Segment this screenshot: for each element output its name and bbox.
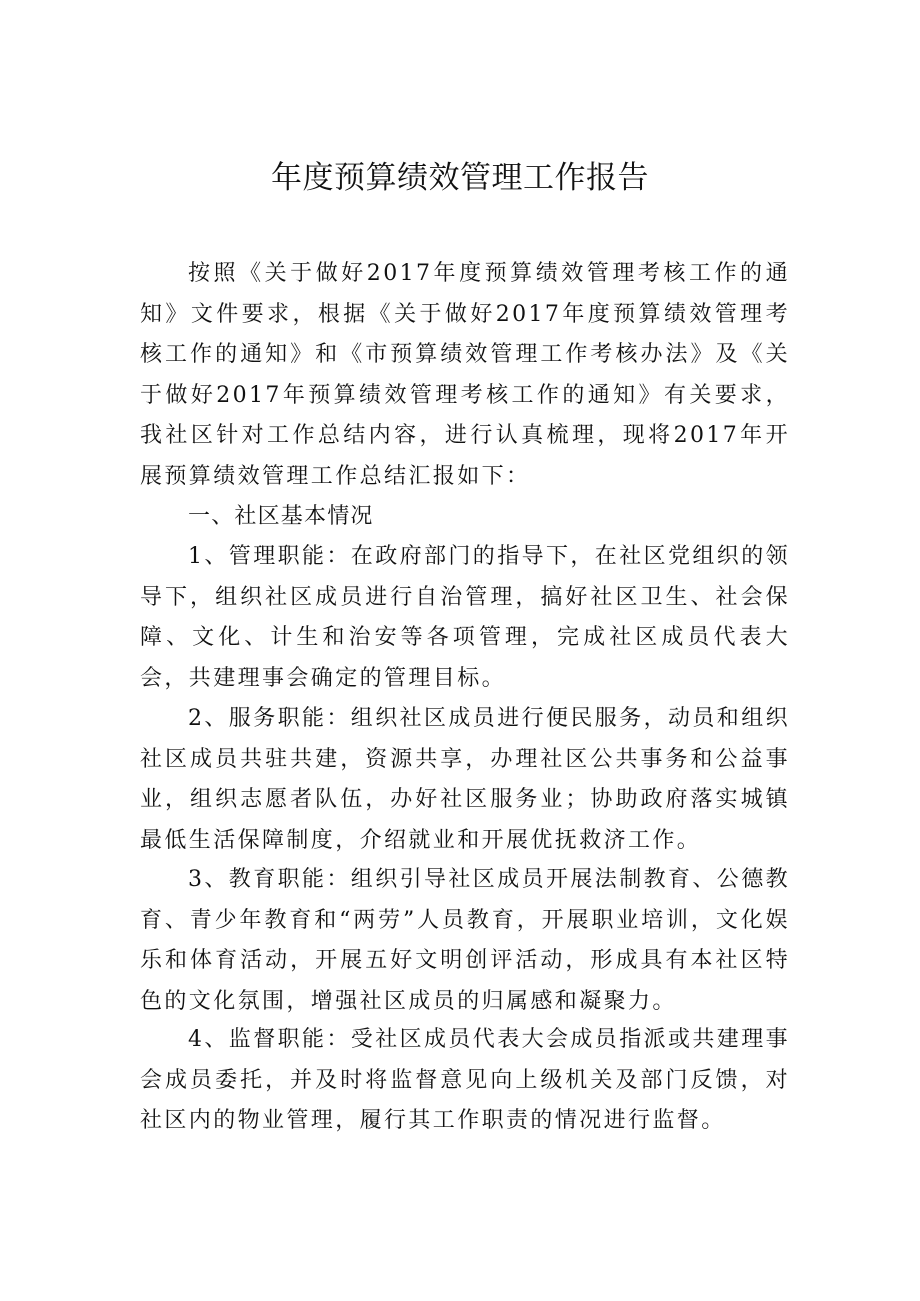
service-function-paragraph: 2、服务职能：组织社区成员进行便民服务，动员和组织社区成员共驻共建，资源共享，办理社区公共事务和公益事业，组织志愿者队伍，办好社区服务业；协助政府落实城镇最低生活保障制度，介绍就业和开展优抚救济工作。 (140, 706, 790, 853)
management-function-paragraph: 1、管理职能：在政府部门的指导下，在社区党组织的领导下，组织社区成员进行自治管理，搞好社区卫生、社会保障、文化、计生和治安等各项管理，完成社区成员代表大会，共建理事会确定的管理目标。 (140, 544, 790, 691)
section-heading: 一、社区基本情况 (188, 504, 374, 529)
supervision-function-paragraph: 4、监督职能：受社区成员代表大会成员指派或共建理事会成员委托，并及时将监督意见向上级机关及部门反馈，对社区内的物业管理，履行其工作职责的情况进行监督。 (140, 1027, 790, 1133)
education-function-paragraph: 3、教育职能：组织引导社区成员开展法制教育、公德教育、青少年教育和“两劳”人员教育，开展职业培训，文化娱乐和体育活动，开展五好文明创评活动，形成具有本社区特色的文化氛围，增强社区成员的归属感和凝聚力。 (140, 867, 790, 1014)
document-title: 年度预算绩效管理工作报告 (271, 160, 649, 196)
intro-paragraph: 按照《关于做好2017年度预算绩效管理考核工作的通知》文件要求，根据《关于做好2017年度预算绩效管理考核工作的通知》和《市预算绩效管理工作考核办法》及《关于做好2017年预算绩效管理考核工作的通知》有关要求，我社区针对工作总结内容，进行认真梳理，现将2017年开展预算绩效管理工作总结汇报如下： (140, 261, 790, 489)
